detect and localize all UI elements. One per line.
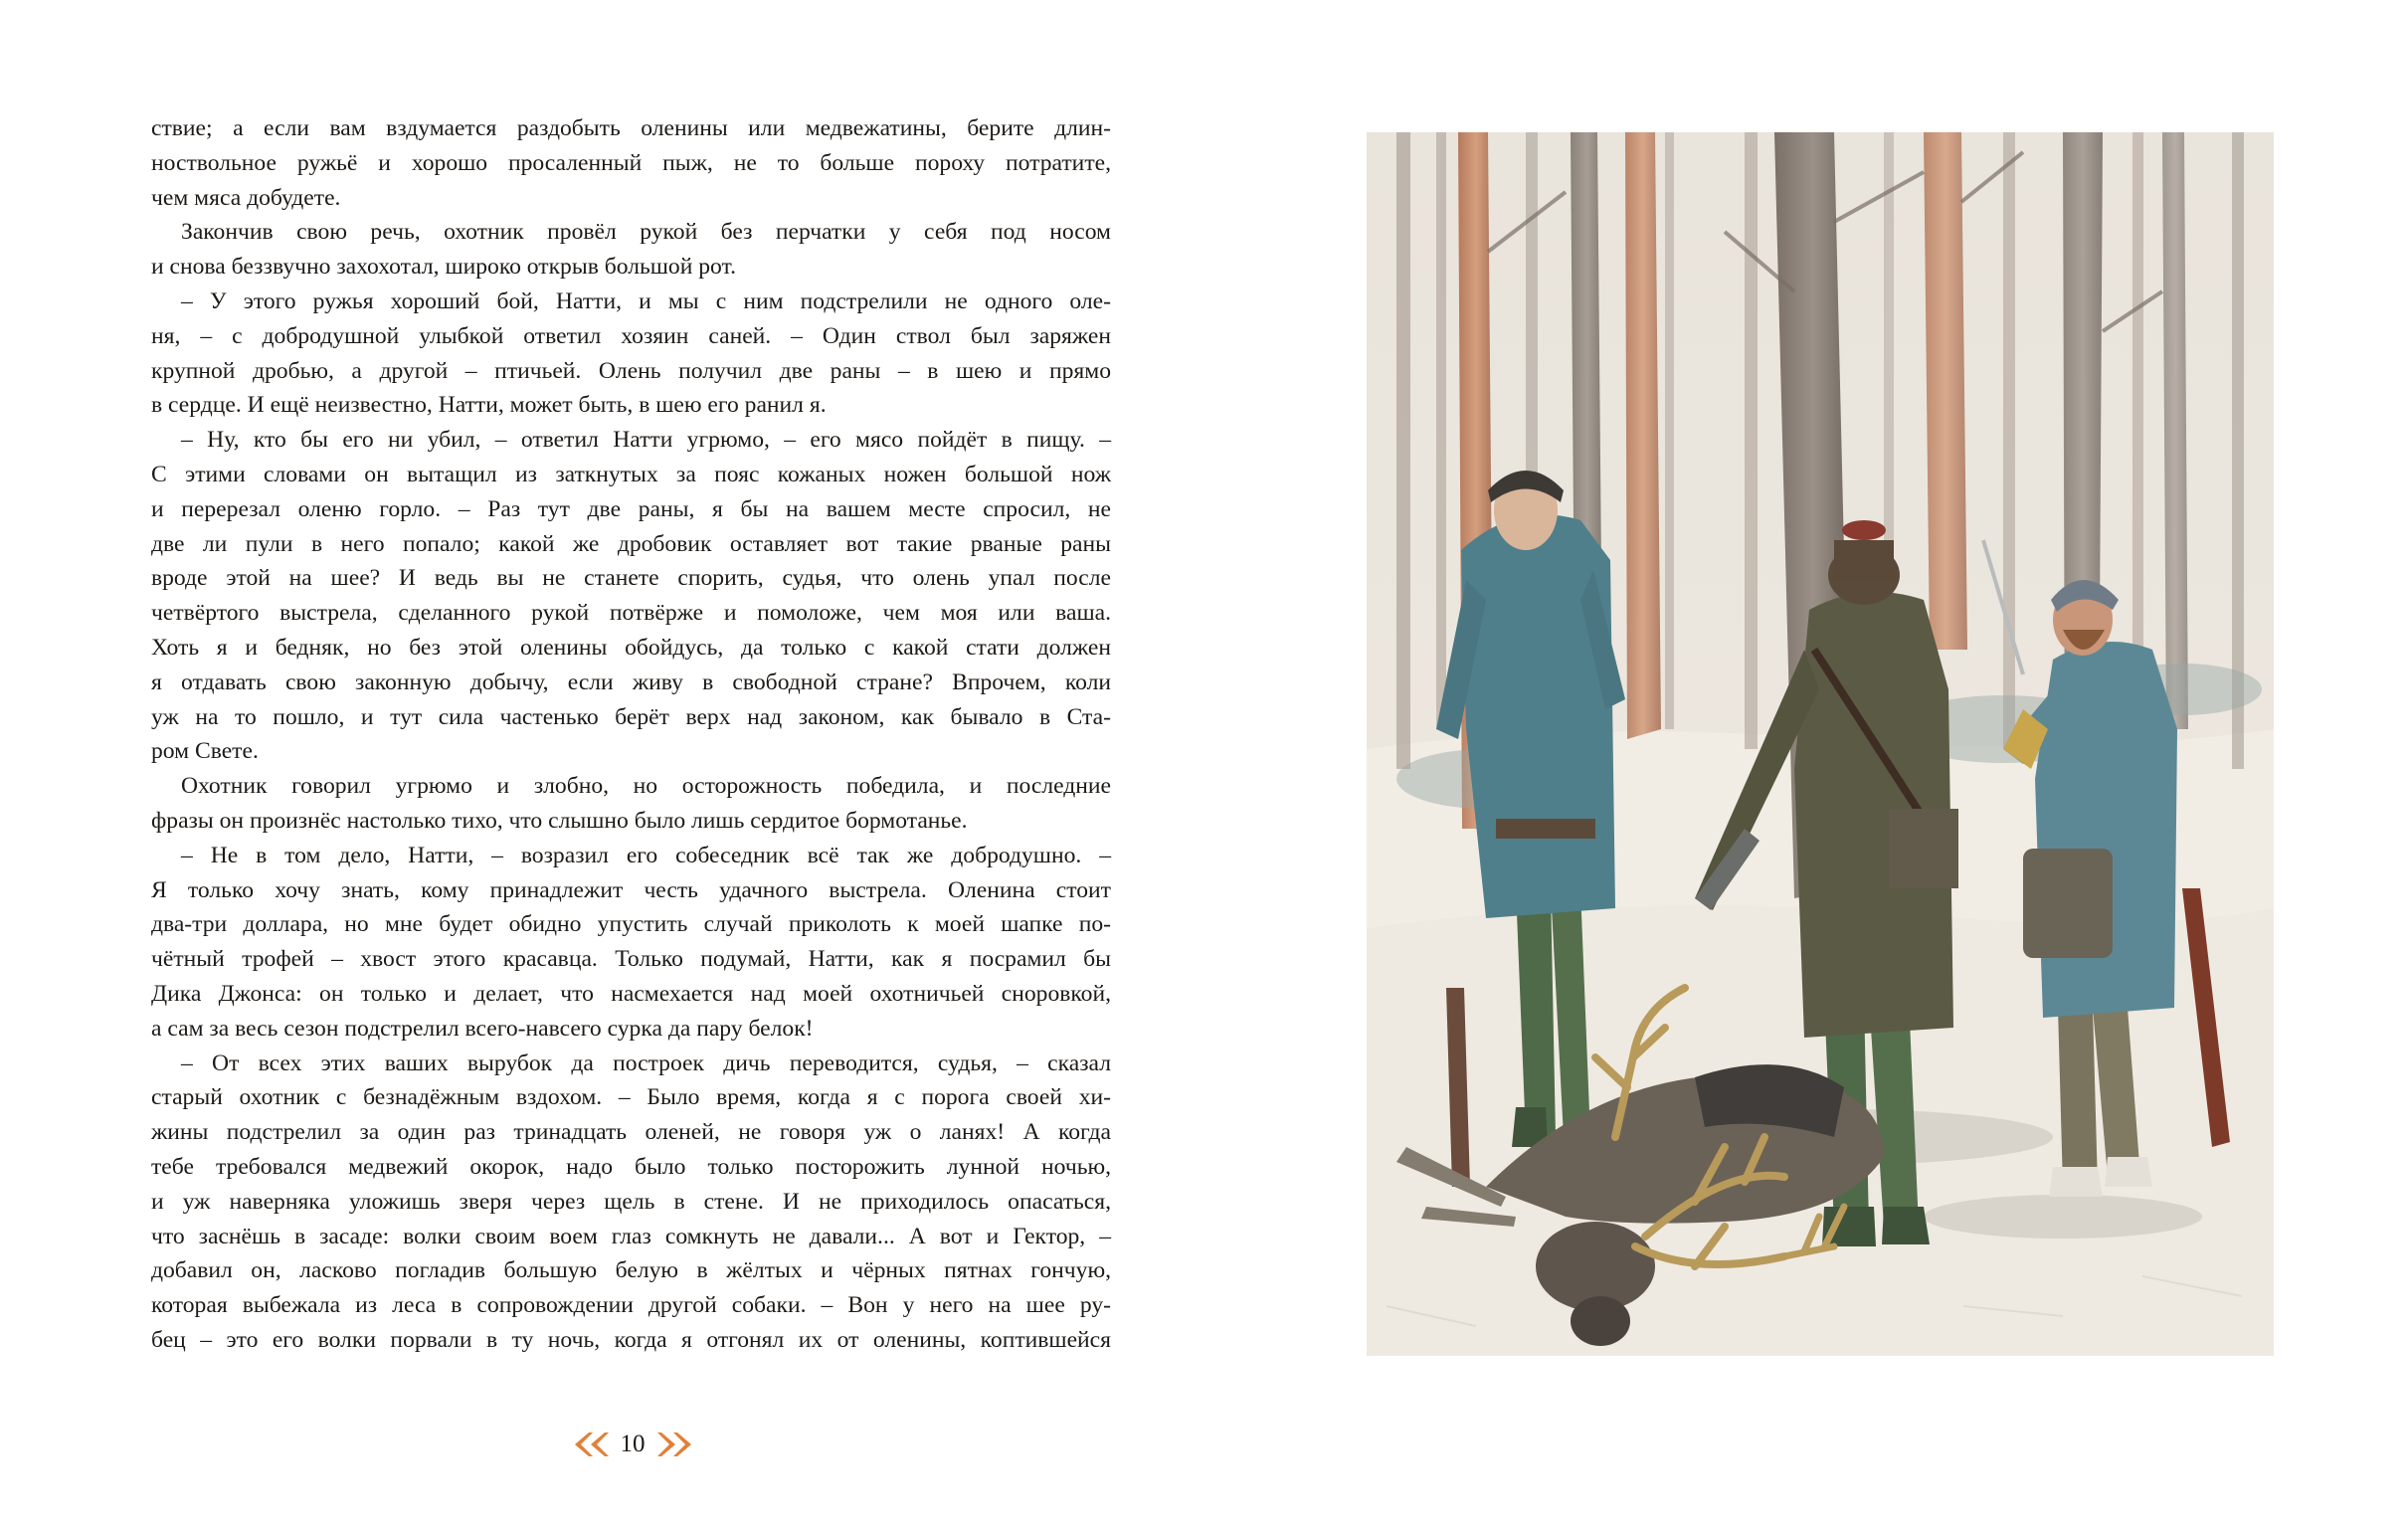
text-line: – У этого ружья хороший бой, Натти, и мы с ним подстрелили не одного оле- [181, 287, 1111, 314]
text-line: чем мяса добудете. [151, 184, 341, 211]
text-line: чётный трофей – хвост этого красавца. Только подумай, Натти, как я посрамил бы [151, 946, 1111, 973]
double-chevron-right-icon [655, 1430, 695, 1459]
text-line: Охотник говорил угрюмо и злобно, но осторожность победила, и последние [181, 773, 1111, 800]
text-line: четвёртого выстрела, сделанного рукой потвёрже и помоложе, чем моя или ваша. [151, 600, 1111, 627]
page-number-footer [563, 1425, 702, 1464]
text-line: старый охотник с безнадёжным вздохом. – Было время, когда я с порога своей хи- [151, 1084, 1111, 1111]
text-line: и снова беззвучно захохотал, широко открыв большой рот. [151, 254, 736, 281]
text-line: Дика Джонса: он только и делает, что насмехается над моей охотничьей сноровкой, [151, 980, 1111, 1007]
text-line: жины подстрелил за один раз тринадцать оленей, не говоря уж о ланях! А когда [151, 1119, 1111, 1146]
text-line: а сам за весь сезон подстрелил всего-навсего сурка да пару белок! [151, 1015, 814, 1042]
illustration-winter-hunt [1367, 132, 2274, 1356]
text-line: что заснёшь в засаде: волки своим воем глаз сомкнуть не давали... А вот и Гектор, – [151, 1223, 1111, 1249]
text-line: я отдавать свою законную добычу, если живу в свободной стране? Впрочем, коли [151, 668, 1111, 695]
text-line: ром Свете. [151, 738, 259, 765]
text-line: ноствольное ружьё и хорошо просаленный пыж, не то больше пороху потратите, [151, 149, 1111, 176]
text-line: – Не в том дело, Натти, – возразил его собеседник всё так же добродушно. – [181, 842, 1111, 868]
double-chevron-left-icon [571, 1430, 611, 1459]
text-line: два-три доллара, но мне будет обидно упустить случай приколоть к моей шапке по- [151, 911, 1111, 938]
text-line: в сердце. И ещё неизвестно, Натти, может быть, в шею его ранил я. [151, 392, 827, 419]
text-line: С этими словами он вытащил из заткнутых за пояс кожаных ножен большой нож [151, 461, 1111, 487]
text-line: ня, – с добродушной улыбкой ответил хозяин саней. – Один ствол был заряжен [151, 322, 1111, 349]
text-line: и перерезал оленю горло. – Раз тут две раны, я бы на вашем месте спросил, не [151, 495, 1111, 522]
text-line: вроде этой на шее? И ведь вы не станете спорить, судья, что олень упал после [151, 565, 1111, 592]
text-line: – Ну, кто бы его ни убил, – ответил Натти угрюмо, – его мясо пойдёт в пищу. – [181, 427, 1111, 454]
text-line: добавил он, ласково погладив большую белую в жёлтых и чёрных пятнах гончую, [151, 1257, 1111, 1284]
text-line: бец – это его волки порвали в ту ночь, когда я отгонял их от оленины, коптившейся [151, 1326, 1111, 1353]
text-line: – От всех этих ваших вырубок да построек дичь переводится, судья, – сказал [181, 1050, 1111, 1076]
page-number: 10 [620, 1431, 646, 1457]
text-line: ствие; а если вам вздумается раздобыть оленины или медвежатины, берите длин- [151, 115, 1111, 141]
text-line: две ли пули в него попало; какой же дробовик оставляет вот такие рваные раны [151, 530, 1111, 557]
text-line: Хоть я и бедняк, но без этой оленины обойдусь, да только с какой стати должен [151, 634, 1111, 661]
illustration-painting [1367, 132, 2274, 1356]
text-line: уж на то пошло, и тут сила частенько берёт верх над законом, как бывало в Ста- [151, 703, 1111, 730]
text-line: тебе требовался медвежий окорок, надо было только посторожить лунной ночью, [151, 1153, 1111, 1180]
text-line: которая выбежала из леса в сопровождении другой собаки. – Вон у него на шее ру- [151, 1292, 1111, 1319]
text-line: крупной дробью, а другой – птичьей. Олень получил две раны – в шею и прямо [151, 357, 1111, 384]
text-page [151, 111, 1111, 1358]
text-line: и уж наверняка уложишь зверя через щель в стене. И не приходилось опасаться, [151, 1188, 1111, 1215]
text-line: фразы он произнёс настолько тихо, что слышно было лишь сердитое бормотанье. [151, 807, 968, 834]
text-line: Закончив свою речь, охотник провёл рукой без перчатки у себя под носом [181, 219, 1111, 246]
text-line: Я только хочу знать, кому принадлежит честь удачного выстрела. Оленина стоит [151, 876, 1111, 903]
